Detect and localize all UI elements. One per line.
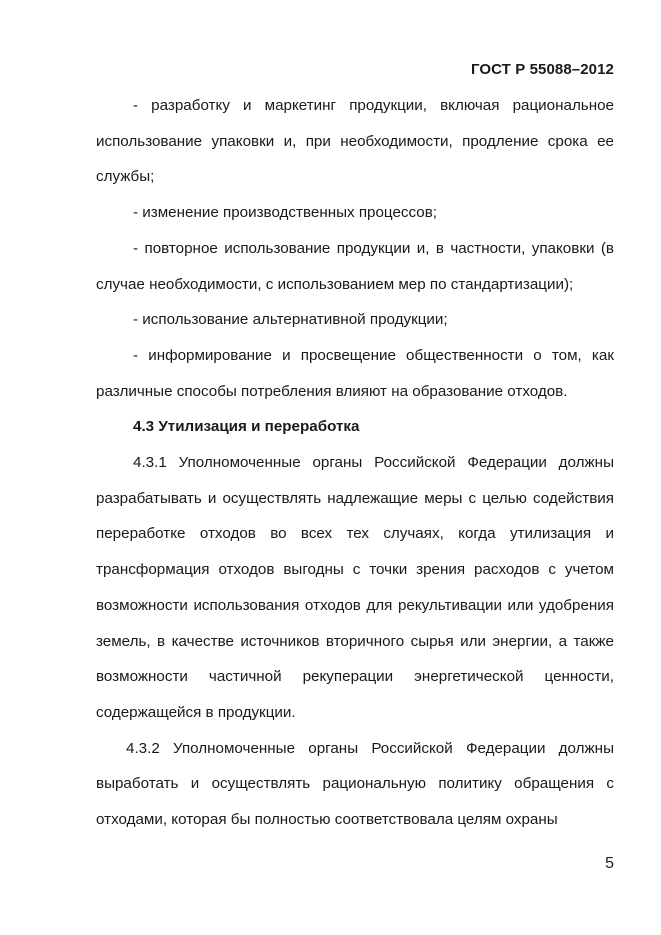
page-number: 5 <box>605 855 614 872</box>
section-heading: 4.3 Утилизация и переработка <box>133 418 360 436</box>
list-item-development-marketing: - разработку и маркетинг продукции, включая рациональное использование упаковки и, при необходимости, продление срока ее службы; <box>96 97 614 186</box>
document-standard-code: ГОСТ Р 55088–2012 <box>470 61 614 78</box>
list-item-production-processes: - изменение производственных процессов; <box>133 204 438 222</box>
document-body <box>96 88 614 838</box>
clause-4-3-1: 4.3.1 Уполномоченные органы Российской Федерации должны разрабатывать и осуществлять надлежащие меры с целью содействия переработке отходов во всех тех случаях, когда утилизация и трансформация отходов выгодны с точки зрения расходов с учетом возможности использования отходов для рекультивации или удобрения земель, в качестве источников вторичного сырья или энергии, а также возможности частичной рекуперации энергетической ценности, содержащейся в продукции. <box>96 454 614 721</box>
list-item-reuse: - повторное использование продукции и, в частности, упаковки (в случае необходимости, с использованием мер по стандартизации); <box>96 239 614 293</box>
clause-4-3-2: 4.3.2 Уполномоченные органы Российской Федерации должны выработать и осуществлять рациональную политику обращения с отходами, которая бы полностью соответствовала целям охраны <box>96 739 614 829</box>
list-item-public-education: - информирование и просвещение общественности о том, как различные способы потребления влияют на образование отходов. <box>96 346 614 400</box>
list-item-alternative-products: - использование альтернативной продукции; <box>133 311 448 329</box>
